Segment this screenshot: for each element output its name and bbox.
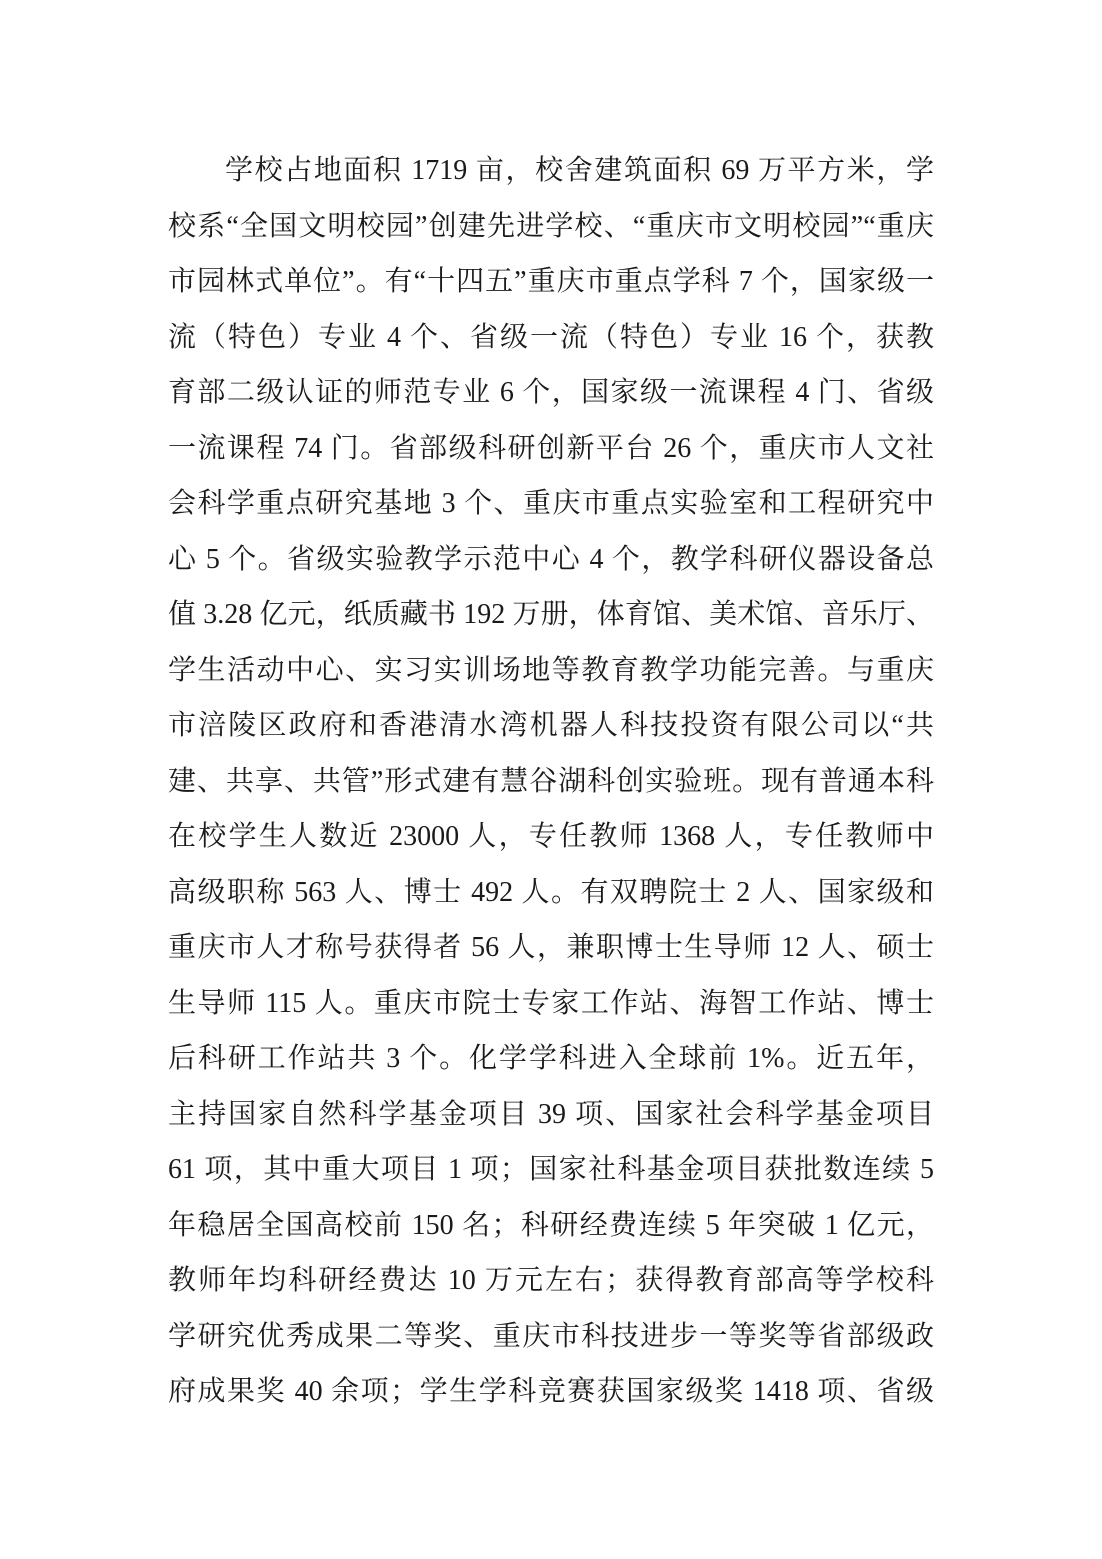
text-line: 流（特色）专业 4 个、省级一流（特色）专业 16 个，获教 (168, 321, 934, 353)
text-line: 后科研工作站共 3 个。化学学科进入全球前 1%。近五年， (168, 1043, 934, 1074)
text-line: 61 项，其中重大项目 1 项；国家社科基金项目获批数连续 5 (168, 1154, 934, 1185)
text-line: 市园林式单位”。有“十四五”重庆市重点学科 7 个，国家级一 (168, 266, 934, 297)
text-line: 育部二级认证的师范专业 6 个，国家级一流课程 4 门、省级 (168, 377, 934, 408)
text-line: 高级职称 563 人、博士 492 人。有双聘院士 2 人、国家级和 (168, 876, 934, 908)
text-line: 学研究优秀成果二等奖、重庆市科技进步一等奖等省部级政 (168, 1320, 934, 1352)
text-line: 建、共享、共管”形式建有慧谷湖科创实验班。现有普通本科 (168, 765, 934, 797)
text-line: 年稳居全国高校前 150 名；科研经费连续 5 年突破 1 亿元， (168, 1209, 934, 1241)
text-line: 教师年均科研经费达 10 万元左右；获得教育部高等学校科 (168, 1265, 934, 1296)
text-line: 学校占地面积 1719 亩，校舍建筑面积 69 万平方米，学 (225, 155, 934, 186)
text-line: 校系“全国文明校园”创建先进学校、“重庆市文明校园”“重庆 (168, 210, 934, 242)
text-line: 一流课程 74 门。省部级科研创新平台 26 个，重庆市人文社 (168, 432, 934, 464)
text-line: 值 3.28 亿元，纸质藏书 192 万册，体育馆、美术馆、音乐厅、 (168, 599, 934, 630)
text-line: 府成果奖 40 余项；学生学科竞赛获国家级奖 1418 项、省级 (168, 1376, 934, 1407)
text-line: 重庆市人才称号获得者 56 人，兼职博士生导师 12 人、硕士 (168, 932, 934, 963)
school-overview-paragraph (168, 143, 934, 1420)
text-line: 心 5 个。省级实验教学示范中心 4 个，教学科研仪器设备总 (168, 543, 934, 575)
text-line: 在校学生人数近 23000 人，专任教师 1368 人，专任教师中 (168, 821, 934, 852)
text-line: 生导师 115 人。重庆市院士专家工作站、海智工作站、博士 (168, 987, 934, 1019)
text-line: 主持国家自然科学基金项目 39 项、国家社会科学基金项目 (168, 1098, 934, 1130)
text-line: 会科学重点研究基地 3 个、重庆市重点实验室和工程研究中 (168, 488, 934, 519)
text-line: 市涪陵区政府和香港清水湾机器人科技投资有限公司以“共 (168, 710, 934, 741)
text-line: 学生活动中心、实习实训场地等教育教学功能完善。与重庆 (168, 654, 934, 686)
